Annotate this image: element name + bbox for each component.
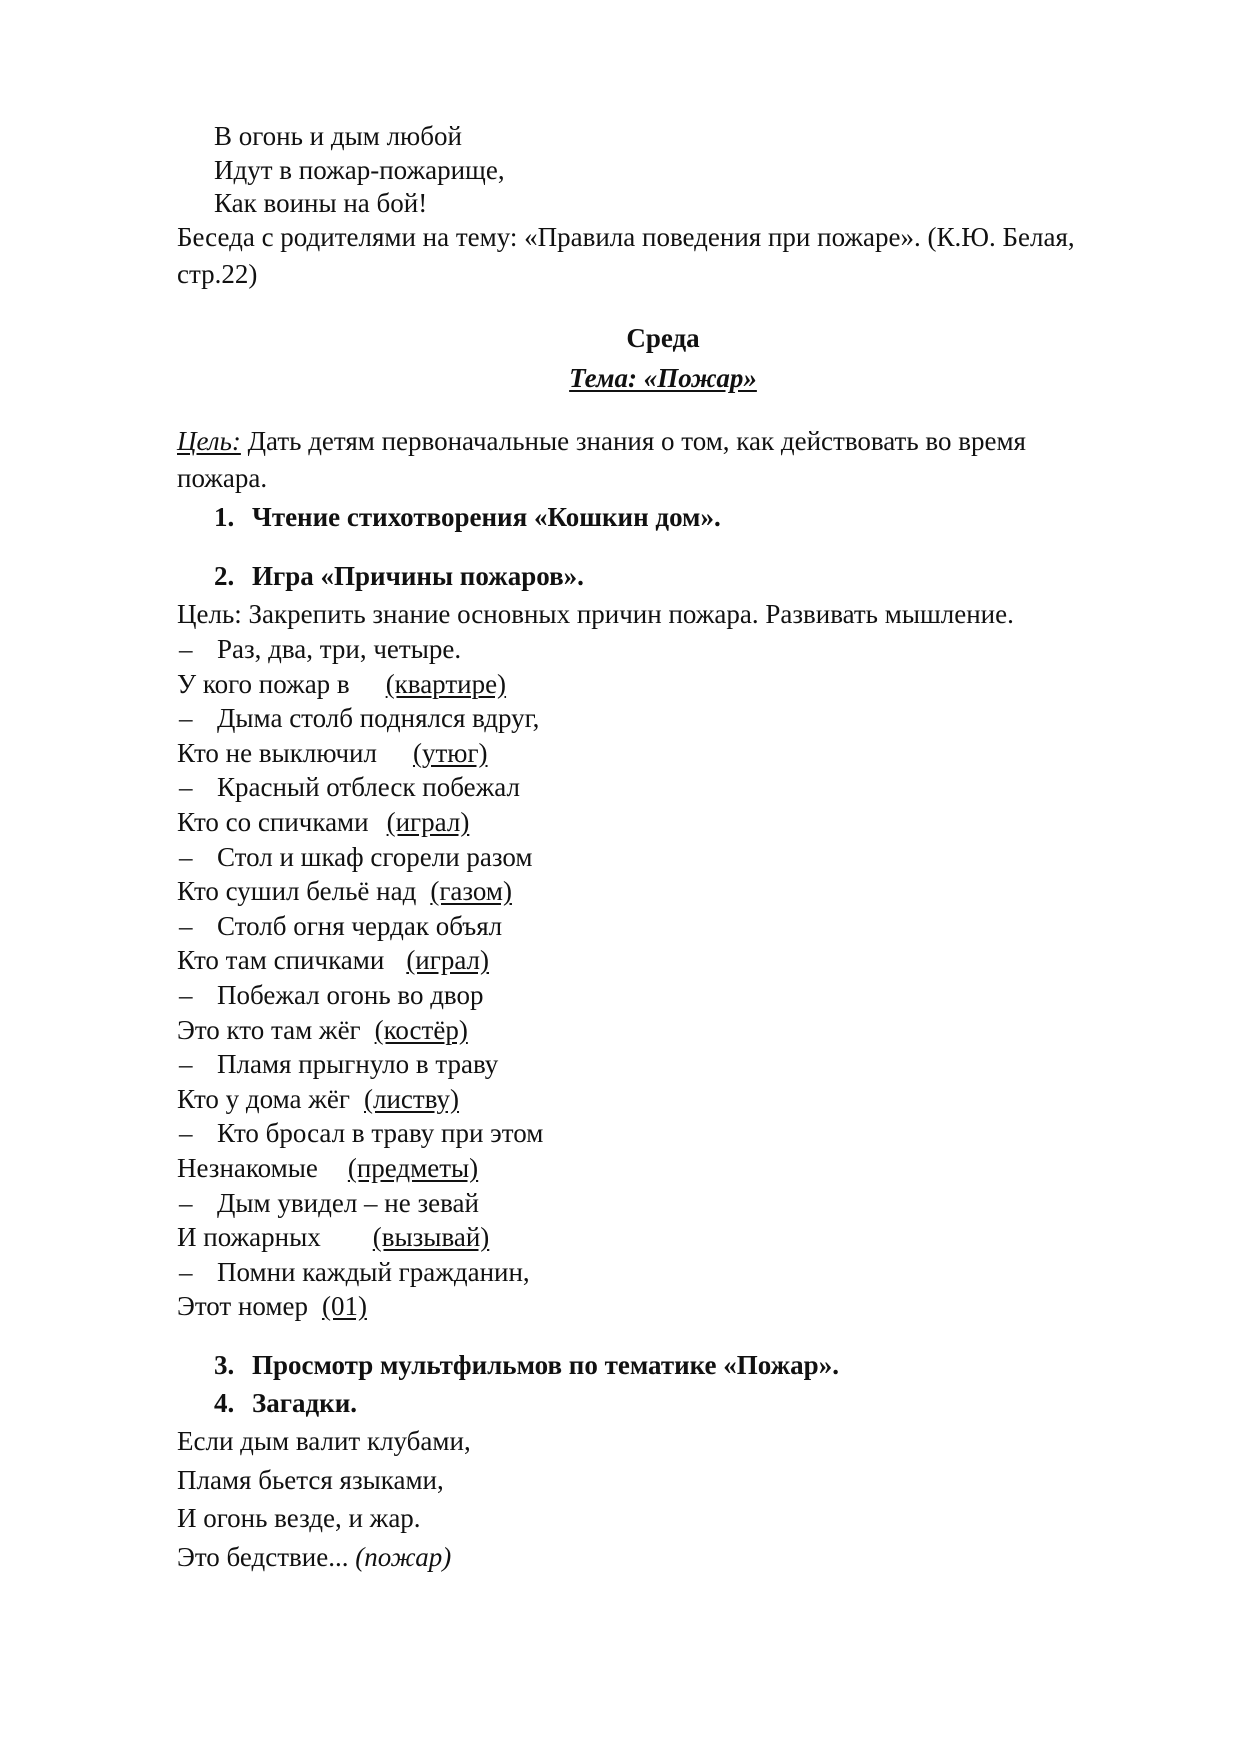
verse-question-line — [177, 1082, 459, 1116]
poem-line: Как воины на бой! — [214, 188, 428, 218]
dash-mark: – — [179, 1118, 193, 1149]
verse-text: Дым увидел – не зевай — [217, 1187, 479, 1218]
verse-line — [179, 840, 533, 874]
list-text: Загадки. — [252, 1388, 358, 1418]
verse-text: Красный отблеск побежал — [217, 772, 520, 803]
list-number: 4. — [214, 1388, 235, 1418]
verse-answer: (квартире) — [385, 668, 507, 699]
list-item-4 — [214, 1386, 357, 1420]
verse-text: У кого пожар в — [177, 668, 350, 699]
riddle-line: Пламя бьется языками, — [177, 1465, 444, 1495]
verse-text: Раз, два, три, четыре. — [217, 634, 462, 664]
verse-question-line — [177, 667, 506, 701]
verse-question-line — [177, 805, 469, 839]
verse-text: Кто не выключил — [177, 737, 377, 768]
riddle-line: И огонь везде, и жар. — [177, 1503, 421, 1533]
verse-line — [179, 909, 502, 943]
verse-answer: (газом) — [430, 876, 512, 907]
dash-mark: – — [179, 980, 193, 1010]
verse-text: Незнакомые — [177, 1153, 318, 1183]
verse-answer: (играл) — [406, 945, 490, 976]
verse-text: Стол и шкаф сгорели разом — [217, 841, 533, 872]
verse-text: Помни каждый гражданин, — [217, 1256, 530, 1287]
goal-label: Цель: — [177, 426, 241, 456]
list-number: 1. — [214, 502, 235, 532]
topic-heading — [0, 361, 1240, 395]
verse-answer: (предметы) — [347, 1153, 479, 1183]
verse-answer: (листву) — [364, 1083, 460, 1114]
verse-line — [179, 1186, 479, 1220]
dash-mark: – — [179, 634, 193, 664]
verse-line — [179, 1255, 530, 1289]
goal-text: Дать детям первоначальные знания о том, как действовать во время — [240, 426, 1026, 456]
verse-text: Кто там спичками — [177, 945, 385, 976]
dash-mark: – — [179, 841, 193, 872]
goal-line — [177, 424, 1026, 458]
verse-text: Кто со спичками — [177, 807, 369, 837]
poem-line: В огонь и дым любой — [214, 121, 462, 151]
list-text: Игра «Причины пожаров». — [252, 561, 584, 591]
verse-line — [179, 632, 461, 666]
list-item-3 — [214, 1348, 839, 1382]
verse-answer: (утюг) — [412, 737, 488, 768]
dash-mark: – — [179, 1187, 193, 1218]
list-text: Просмотр мультфильмов по тематике «Пожар». — [252, 1350, 839, 1380]
verse-text: Столб огня чердак объял — [217, 910, 503, 941]
riddle-text: Это бедствие... — [177, 1542, 349, 1572]
verse-text: Это кто там жёг — [177, 1014, 361, 1045]
topic-text: Тема: «Пожар» — [569, 363, 757, 393]
goal-line: пожара. — [177, 463, 268, 493]
dash-mark: – — [179, 1049, 193, 1080]
parents-talk-line: Беседа с родителями на тему: «Правила поведения при пожаре». (К.Ю. Белая, — [177, 222, 1075, 252]
verse-question-line — [177, 874, 512, 908]
list-text: Чтение стихотворения «Кошкин дом». — [252, 502, 721, 532]
verse-text: Побежал огонь во двор — [217, 980, 484, 1010]
verse-text: Дыма столб поднялся вдруг, — [217, 703, 540, 734]
riddle-line: Если дым валит клубами, — [177, 1426, 471, 1456]
verse-text: Этот номер — [177, 1291, 308, 1322]
verse-line — [179, 1047, 498, 1081]
parents-talk-line: стр.22) — [177, 259, 258, 289]
list-number: 2. — [214, 561, 235, 591]
list-item-2 — [214, 559, 584, 593]
verse-line — [179, 1116, 543, 1150]
verse-text: Кто сушил бельё над — [177, 876, 417, 907]
verse-question-line — [177, 736, 488, 770]
riddle-line — [177, 1540, 451, 1574]
verse-text: Кто у дома жёг — [177, 1083, 350, 1114]
day-heading: Среда — [626, 323, 700, 353]
verse-question-line — [177, 1220, 489, 1254]
verse-text: Кто бросал в траву при этом — [217, 1118, 544, 1149]
dash-mark: – — [179, 703, 193, 734]
verse-question-line — [177, 1151, 478, 1185]
dash-mark: – — [179, 910, 193, 941]
list-number: 3. — [214, 1350, 235, 1380]
verse-line — [179, 770, 520, 804]
verse-question-line — [177, 1289, 367, 1323]
verse-answer: (играл) — [386, 807, 470, 837]
dash-mark: – — [179, 1256, 193, 1287]
dash-mark: – — [179, 772, 193, 803]
verse-line — [179, 978, 484, 1012]
verse-answer: (костёр) — [374, 1014, 468, 1045]
poem-line: Идут в пожар-пожарище, — [214, 155, 505, 185]
verse-answer: (вызывай) — [372, 1222, 490, 1253]
game-goal: Цель: Закрепить знание основных причин пожара. Развивать мышление. — [177, 599, 1014, 629]
verse-question-line — [177, 943, 489, 977]
verse-text: И пожарных — [177, 1222, 321, 1253]
list-item-1 — [214, 500, 721, 534]
verse-text: Пламя прыгнуло в траву — [217, 1049, 499, 1080]
verse-answer: (01) — [321, 1291, 367, 1322]
verse-line — [179, 701, 539, 735]
verse-question-line — [177, 1013, 468, 1047]
riddle-answer: (пожар) — [355, 1542, 452, 1572]
